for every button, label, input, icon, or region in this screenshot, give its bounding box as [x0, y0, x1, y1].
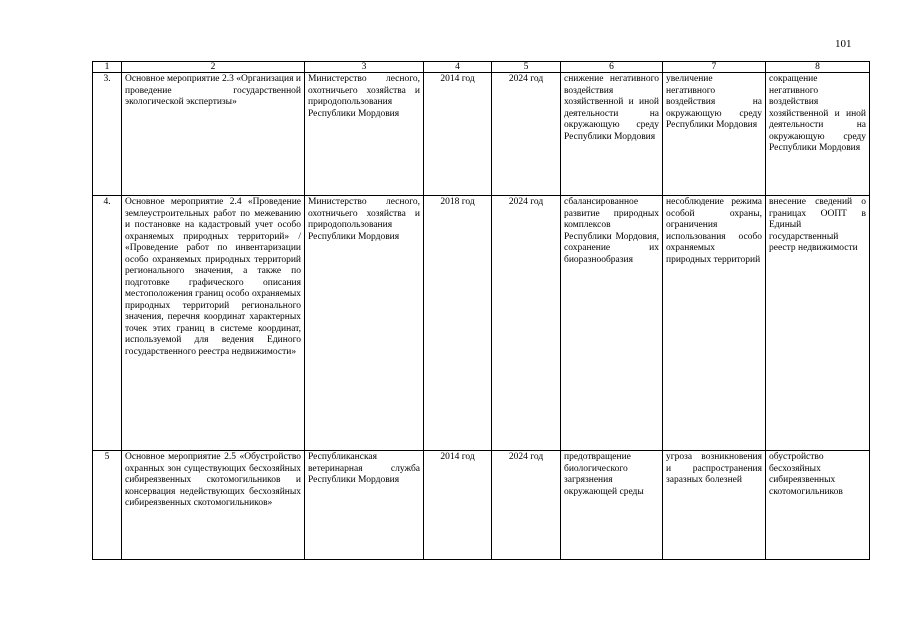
header-cell: 7 — [663, 62, 766, 73]
table-row — [93, 196, 870, 451]
indicator-cell: обустройство бесхозяйных сибиреязвенных скотомогильников — [766, 451, 870, 560]
expected-result-cell: сбалансированное развитие природных комплексов Республики Мордовия, сохранение их биоразнообразия — [561, 196, 663, 451]
row-number-cell: 3. — [93, 73, 122, 196]
header-cell: 1 — [93, 62, 122, 73]
end-year-cell: 2024 год — [492, 73, 561, 196]
indicator-cell: внесение сведений о границах ООПТ в Единый государственный реестр недвижимости — [766, 196, 870, 451]
row-number-cell: 5 — [93, 451, 122, 560]
start-year-cell: 2018 год — [424, 196, 492, 451]
end-year-cell: 2024 год — [492, 196, 561, 451]
table-row — [93, 73, 870, 196]
consequence-cell: угроза возникновения и распространения заразных болезней — [663, 451, 766, 560]
program-events-table — [92, 61, 870, 560]
event-cell: Основное мероприятие 2.5 «Обустройство охранных зон существующих бесхозяйных сибиреязвенных скотомогильников и консервация недействующих бесхозяйных сибиреязвенных скотомогильников» — [122, 451, 305, 560]
consequence-cell: увеличение негативного воздействия на окружающую среду Республики Мордовия — [663, 73, 766, 196]
table-header-row — [93, 62, 870, 73]
consequence-cell: несоблюдение режима особой охраны, ограничения использования особо охраняемых природных территорий — [663, 196, 766, 451]
row-number-cell: 4. — [93, 196, 122, 451]
header-cell: 6 — [561, 62, 663, 73]
indicator-cell: сокращение негативного воздействия хозяйственной и иной деятельности на окружающую среду Республики Мордовия — [766, 73, 870, 196]
executor-cell: Республиканская ветеринарная служба Республики Мордовия — [305, 451, 424, 560]
start-year-cell: 2014 год — [424, 451, 492, 560]
expected-result-cell: снижение негативного воздействия хозяйственной и иной деятельности на окружающую среду Республики Мордовия — [561, 73, 663, 196]
executor-cell: Министерство лесного, охотничьего хозяйства и природопользования Республики Мордовия — [305, 73, 424, 196]
header-cell: 4 — [424, 62, 492, 73]
header-cell: 3 — [305, 62, 424, 73]
header-cell: 8 — [766, 62, 870, 73]
header-cell: 2 — [122, 62, 305, 73]
executor-cell: Министерство лесного, охотничьего хозяйства и природопользования Республики Мордовия — [305, 196, 424, 451]
expected-result-cell: предотвращение биологического загрязнения окружающей среды — [561, 451, 663, 560]
event-cell: Основное мероприятие 2.4 «Проведение землеустроительных работ по межеванию и постановке на кадастровый учет особо охраняемых природных территорий» / «Проведение работ по инвентаризации особо охраняемых природных территорий регионального значения, а также по подготовке графического описания местоположения границ особо охраняемых природных территорий регионального значения, перечня координат характерных точек этих границ в системе координат, используемой для ведения Единого государственного реестра недвижимости» — [122, 196, 305, 451]
table-row — [93, 451, 870, 560]
header-cell: 5 — [492, 62, 561, 73]
start-year-cell: 2014 год — [424, 73, 492, 196]
page-number: 101 — [835, 38, 852, 50]
event-cell: Основное мероприятие 2.3 «Организация и проведение государственной экологической экспертизы» — [122, 73, 305, 196]
end-year-cell: 2024 год — [492, 451, 561, 560]
